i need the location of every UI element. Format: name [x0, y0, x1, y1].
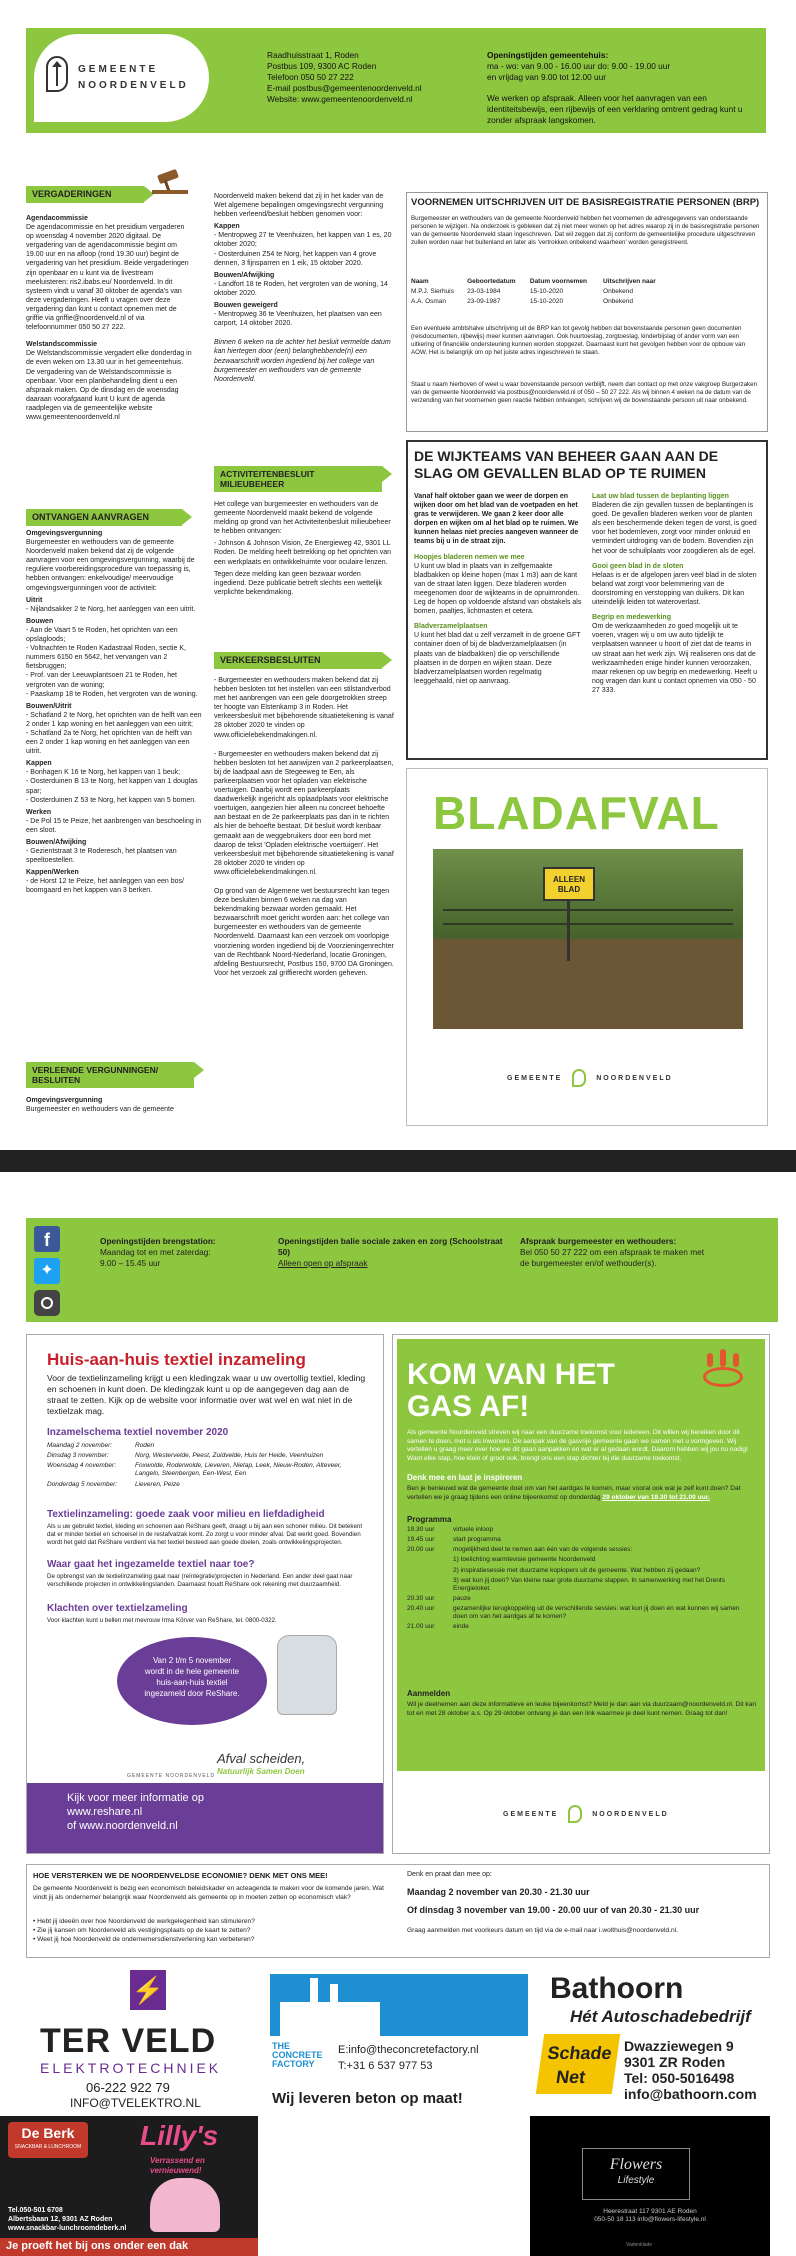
section-vergaderingen: VERGADERINGEN	[26, 186, 144, 203]
brp-title: VOORNEMEN UITSCHRIJVEN UIT DE BASISREGISTRATIE PERSONEN (BRP)	[411, 197, 760, 208]
aanmeld-text: Wil je deelnemen aan deze informatieve en leuke bijeenkomst? Meld je dan aan via duurzaam@noordenveld.nl. Dit kan tot en met 28 oktober a.s. Op 29 oktober ontvang je dan een link waarmee je deel kunt nemen. Graag tot dan!	[407, 1701, 757, 1717]
plaats-text: U kunt het blad dat u zelf verzamelt in de groene GFT container doen of bij de bladverzamelplaatsen (in plaats van de bladbakken) die op verschillende plaatsen in de dorpen en wijken staan. Deze bladverzamelplaatsen worden regelmatig leeggehaald, niet op aanvraag.	[414, 632, 581, 685]
list-item: • Weet jij hoe Noordenveld de ondernemersdienstverlening kan verbeteren?	[33, 1936, 255, 1943]
agenda-heading: Agendacommissie	[26, 215, 88, 222]
bathoorn-tel: Tel: 050-5016498	[624, 2070, 735, 2086]
bladafval-poster	[406, 768, 768, 1126]
table-cell: A.A. Osman	[411, 298, 447, 306]
waar-text: De opbrengst van de textielinzameling gaat naar (reïntegratie)projecten in Nederland. Een ander deel gaat naar verschillende projecten in ontwikkelingslanden. Daarnaast houdt ReShare ook rekening met duurzaamheid.	[47, 1573, 353, 1588]
bathoorn-addr1: Dwazziewegen 9	[624, 2038, 734, 2054]
address-line: E-mail postbus@gemeentenoordenveld.nl	[267, 83, 422, 93]
table-row	[407, 1545, 757, 1555]
flowers-name2: Lifestyle	[617, 2175, 655, 2186]
prog-time: 20.40 uur	[407, 1605, 435, 1612]
table-row	[407, 1604, 757, 1622]
mee-date: 29 oktober van 19.30 tot 21.00 uur.	[602, 1493, 710, 1501]
list-item: - De Pol 15 te Peize, het aanbrengen van beschoeling in een sloot.	[26, 817, 202, 834]
th-uitschrijven: Uitschrijven naar	[603, 278, 656, 285]
footer-code: Vadenklade	[626, 2242, 653, 2248]
brp-contact: Staat u naam hierboven of weet u waar bovenstaande persoon verblijft, neem dan contact op met onze vakgroep Burgerzaken van de gemeente Noordenveld via postbus@noordenveld.nl of 050 – 50 27 222. Als wij binnen 4 weken na de datum van de verzending van het voornemen geen reactie hebben ontvangen, schrijven wij de bovenstaande persoon uit naar onbekend.	[411, 381, 758, 405]
deberk-logo	[8, 2122, 88, 2158]
col2-intro: Noordenveld maken bekend dat zij in het kader van de Wet algemene bepalingen omgevingsrecht vergunning hebben verleend/besluit hebben genomen voor:	[214, 193, 384, 219]
hulp-heading: Begrip en medewerking	[592, 614, 671, 622]
balie-link[interactable]: Alleen open op afspraak	[278, 1258, 368, 1268]
clothing-bag-icon	[277, 1635, 337, 1715]
flowers-addr: Heerestraat 117 9301 AE Roden	[603, 2208, 697, 2215]
bullet-text: Hebt jij ideeën over hoe Noordenveld de werkgelegenheid kan stimuleren?	[37, 1918, 255, 1925]
alleen-blad-sign: ALLEEN BLAD	[543, 867, 595, 901]
concrete-brand1: THE	[272, 2041, 290, 2051]
economie-box	[26, 1864, 770, 1958]
gas-intro: Als gemeente Noordenveld streven wij naar een duurzame toekomst voor iedereen. Dit willen wij bereiken door dit samen te doen, met u als inwoners. De aanpak van de gasvrije gemeente gaan we samen met u vormgeven. Wij vertellen u graag meer over hoe we dit gaan aanpakken en wat er al gedaan wordt. Daarom hebben wij jou nu nodig! Want elke stap, hoe klein of groot ook, brengt ons een stap dichter bij die duurzame toekomst.	[407, 1429, 748, 1462]
uitrit-heading: Uitrit	[26, 596, 43, 604]
terveld-phone: 06-222 922 79	[86, 2080, 170, 2095]
bullet-text: Zie jij kansen om Noordenveld als vestigingsplaats op de kaart te zetten?	[37, 1927, 251, 1934]
prog-time: 21.00 uur	[407, 1623, 435, 1631]
list-item: • Hebt jij ideeën over hoe Noordenveld de werkgelegenheid kan stimuleren?	[33, 1918, 255, 1925]
blad-col-left	[414, 492, 582, 752]
list-item: - Schatland 2a te Norg, het oprichten van de helft van een 2 onder 1 kap woning en het aanleggen van een uitrit.	[26, 729, 192, 756]
tuin-heading: Laat uw blad tussen de beplanting liggen	[592, 493, 729, 500]
list-item: - Mentropweg 27 te Veenhuizen, het kappen van 1 es, 20 oktober 2020;	[214, 232, 392, 249]
prog-item: start programma	[453, 1536, 501, 1544]
schema-day: Woensdag 4 november:	[47, 1462, 117, 1470]
table-row	[407, 1535, 757, 1545]
terveld-email: INFO@TVELEKTRO.NL	[70, 2096, 201, 2110]
plaats-heading: Bladverzamelplaatsen	[414, 623, 488, 631]
deberk-addr: Albertsbaan 12, 9301 AZ Roden	[8, 2216, 113, 2223]
economie-date2: Of dinsdag 3 november van 19.00 - 20.00 uur of van 20.30 - 21.30 uur	[407, 1905, 700, 1915]
gas-logo	[503, 1805, 669, 1823]
economie-date1: Maandag 2 november van 20.30 - 21.30 uur	[407, 1887, 590, 1897]
table-row	[407, 1555, 757, 1565]
table-row	[411, 297, 671, 307]
flowers-contact	[570, 2208, 730, 2224]
brengstation-line: 9.00 – 15.45 uur	[100, 1258, 161, 1268]
programma-heading: Programma	[407, 1515, 452, 1524]
verkeer-p1: - Burgemeester en wethouders maken bekend dat zij hebben besloten tot het instellen van een stilstandverbod met het aanbrengen van een gele doorgetrokken streep ter hoogte van Elstenkamp 3 in Roden. Het verkeersbesluit met bijbehorende situatietekening is vanaf 28 oktober 2020 te vinden op www.officielebekendmakingen.nl.	[214, 677, 394, 739]
afval-slogan2: Natuurlijk Samen Doen	[217, 1767, 305, 1776]
brengstation-title: Openingstijden brengstation:	[100, 1236, 216, 1246]
prog-item: 1) toelichting warmtevisie gemeente Noordenveld	[453, 1556, 596, 1564]
page-separator	[0, 1150, 796, 1172]
facebook-icon[interactable]: f	[34, 1226, 60, 1252]
welstand-text: De Welstandscommissie vergadert elke donderdag in de even weken om 13.30 uur in het gemeentehuis. De vergadering van de Welstandscommissie is openbaar. Voor een planbehandeling dient u een afspraak maken. Op de dinsdag en de woensdag daaraan voorafgaand kunt U kunt de agenda raadplegen via de gemeentelijke website www.gemeentenoordenveld.nl	[26, 350, 192, 421]
address-line: Telefoon 050 50 27 222	[267, 72, 354, 82]
agenda-text: De agendacommissie en het presidium vergaderen op woensdag 4 november 2020 digitaal. De vergadering van de agendacommissie begint om 19.00 uur en na afloop (rond 19.30 uur) begint de vergadering van het presidium. Beide vergaderingen zijn openbaar en u kunt via de livestream meeluisteren: ris2.ibabs.eu/ Noordenveld. In dit systeem vindt u vanaf 30 oktober de agenda's van deze vergaderingen. Heeft u vragen over deze vergadering dan kunt u contact opnemen met de griffie via griffie@noordenveld.nl of via telefoonnummer 050 50 27 222.	[26, 224, 189, 332]
schema-day: Donderdag 5 november:	[47, 1480, 118, 1488]
prog-item: 3) wat kun jij doen? Van kleine naar grote duurzame stappen. In samenwerking met het Drents Energieloket.	[453, 1576, 725, 1592]
lillys-name: Lilly's	[140, 2120, 219, 2151]
table-row	[407, 1525, 757, 1535]
ad-terveld	[26, 1968, 270, 2116]
prog-item: 2) inspiratiesessie met duurzame koplopers uit de gemeente. Wat hebben zij gedaan?	[453, 1566, 701, 1574]
kappen-heading: Kappen	[26, 760, 52, 768]
table-header	[411, 277, 671, 287]
bubble-line: Van 2 t/m 5 november	[152, 1656, 232, 1665]
logo-line1: GEMEENTE	[78, 64, 159, 75]
gas-logo-icon	[568, 1805, 582, 1823]
address-line: Postbus 109, 9300 AC Roden	[267, 61, 377, 71]
activ-note: Tegen deze melding kan geen bezwaar worden ingediend. Deze publicatie betreft slechts een wettelijk verplichte bekendmaking.	[214, 570, 383, 596]
bak-text: U kunt uw blad in plaats van in zelfgemaakte bladbakken op kleine hopen (max 1 m3) aan de kant van de straat laten liggen. Deze bladeren worden meegenomen door de wijkteams in de opruimronden. Leg de hopen op voldoende afstand van obstakels als bomen, paaltjes, lichtmasten et cetera.	[414, 562, 582, 616]
list-item: - Oosterduinen Z 53 te Norg, het kappen van 5 bomen.	[26, 796, 197, 804]
address-line: Website: www.gemeentenoordenveld.nl	[267, 94, 413, 104]
bouwen-heading: Bouwen	[26, 617, 54, 625]
aanmeld-heading: Aanmelden	[407, 1689, 451, 1698]
table-row	[47, 1441, 367, 1451]
th-naam: Naam	[411, 278, 429, 285]
bathoorn-sub: Hét Autoschadebedrijf	[570, 2007, 751, 2026]
terveld-name: TER VELD	[40, 2022, 217, 2060]
table-row	[47, 1480, 367, 1490]
concrete-brand3: FACTORY	[272, 2059, 315, 2069]
afspraak-line: de burgemeester en/of wethouder(s).	[520, 1258, 657, 1268]
factory-graphic	[270, 1974, 528, 2036]
deberk-name: De Berk	[21, 2125, 75, 2141]
table-row	[47, 1451, 367, 1461]
flowers-tel: 050-50 18 113 info@flowers-lifestyle.nl	[594, 2216, 706, 2223]
ad-flowers	[530, 2116, 770, 2256]
lightning-icon: ⚡	[130, 1970, 166, 2010]
table-row	[411, 287, 671, 297]
sloot-text: Helaas is er de afgelopen jaren veel blad in de sloten beland wat zorgt voor belemmering van de doorstroming en verstopping van duikers. Dit kan uiteindelijk leiden tot wateroverlast.	[592, 571, 757, 607]
list-item: - Gezientstraat 3 te Roderesch, het plaatsen van speeltoestellen.	[26, 848, 177, 865]
section-verkeer: VERKEERSBESLUITEN	[214, 652, 382, 669]
afspraak-line: Bel 050 50 27 222 om een afspraak te maken met	[520, 1247, 705, 1257]
waar-title: Waar gaat het ingezamelde textiel naar toe?	[47, 1559, 255, 1570]
goed-text: Als u uw gebruikt textiel, kleding en schoenen aan ReShare geeft, draagt u bij aan een schoner milieu. Dit betekent dat er minder textiel en schoeisel in de restafvalzak komt. Zo zorgt u voor minder afval. Dat werkt goed. Bovendien wordt het geld dat ReShare verdient via het textiel besteed aan goede doelen, zoals ontwikkelingsprojecten.	[47, 1523, 363, 1546]
goed-title: Textielinzameling: goede zaak voor milieu en liefdadigheid	[47, 1509, 325, 1520]
deberk-banner: Je proeft het bij ons onder een dak	[0, 2238, 258, 2256]
ad-deberk	[0, 2116, 258, 2256]
col2-bezwaar: Binnen 6 weken na de achter het besluit vermelde datum kan hiertegen door (een) belanghebbende(n) een bezwaarschrift worden ingediend bij het college van burgemeester en wethouders van de gemeente Noordenveld.	[214, 339, 391, 383]
prog-item: mogelijkheid deel te nemen aan één van de volgende sessies:	[453, 1546, 633, 1554]
prog-time: 19.45 uur	[407, 1536, 435, 1544]
list-item: - Bonhagen K 16 te Norg, het kappen van 1 beuk;	[26, 769, 181, 777]
gas-title: KOM VAN HET GAS AF!	[407, 1358, 615, 1423]
economie-text: De gemeente Noordenveld is bezig een economisch beleidskader en acteagenda te maken voor de komende jaren. Wat vindt jij als ondernemer belangrijk waar Noordenveld als gemeente op in moeten zetten op economisch vlak?	[33, 1885, 384, 1901]
economie-bullets	[33, 1917, 393, 1944]
concrete-tel: T:+31 6 537 977 53	[338, 2060, 433, 2072]
bathoorn-contact	[624, 2038, 757, 2102]
textiel-title: Huis-aan-huis textiel inzameling	[47, 1350, 306, 1369]
table-cell: 23-09-1987	[467, 298, 501, 306]
verleende-heading: Omgevingsvergunning	[26, 1097, 103, 1104]
activ-item: - Johnson & Johnson Vision, Ze Energieweg 42, 9301 LL Roden. De melding heeft betrekking op het oprichten van een werkplaats en ontwikkelruimte voor oculaire lenzen.	[214, 540, 392, 566]
appointment-note: We werken op afspraak. Alleen voor het aanvragen van een identiteitsbewijs, een rijbewijs of een verklaring omtrent gedrag kunt u zonder afspraak langskomen.	[487, 93, 743, 125]
werken-heading: Werken	[26, 808, 52, 816]
tuin-text: Bladeren die zijn gevallen tussen de beplantingen is goed. De gevallen bladeren werken voor de planten als een beschermende deken tegen de vorst, is goed voor het bodemleven, zorgt voor minder onkruid en vermindert uitdroging van de bodem. Bovendien zijn het voor de schuilplaats voor zoogdieren als de egel.	[592, 502, 757, 555]
schema-places: Foxwolde, Roderwolde, Lieveren, Nietap, Leek, Nieuw-Roden, Alteveer, Langelo, Steenbergen, Een-West, Een	[135, 1462, 342, 1478]
gas-logo-line2: NOORDENVELD	[592, 1810, 669, 1818]
bubble-line: wordt in de hele gemeente	[144, 1667, 240, 1676]
prog-time	[407, 1576, 453, 1594]
prog-time	[407, 1555, 453, 1565]
list-item: - Nijlandsakker 2 te Norg, het aanleggen van een uitrit.	[26, 605, 196, 613]
prog-item: pauze	[453, 1594, 471, 1602]
hulp-text: Om de werkzaamheden zo goed mogelijk uit te voeren, vragen wij u om uw auto tijdelijk te verplaatsen wanneer u hoort of ziet dat de teams in uw straat aan het werk zijn. Wij realiseren ons dat de werkzaamheden enige hinder kunnen veroorzaken, maar rekenen op uw begrip en medewerking. Heeft u nog vragen dan kunt u contact opnemen via 050 - 50 27 333.	[592, 623, 757, 694]
table-cell: Onbekend	[603, 288, 634, 296]
brp-box	[406, 192, 768, 432]
schema-day: Maandag 2 november:	[47, 1442, 113, 1449]
prog-item: virtuele inloop	[453, 1526, 494, 1533]
textiel-logo-line1: GEMEENTE	[127, 1773, 164, 1779]
section-aanvragen: ONTVANGEN AANVRAGEN	[26, 509, 182, 526]
col2-text-b	[214, 500, 394, 645]
bathoorn-addr2: 9301 ZR Roden	[624, 2054, 726, 2070]
concrete-slogan: Wij leveren beton op maat!	[272, 2090, 463, 2107]
deberk-web: www.snackbar-lunchroomdeberk.nl	[8, 2225, 127, 2232]
list-item: - Landfort 18 te Roden, het vergroten van de woning, 14 oktober 2020.	[214, 280, 388, 297]
bouwen-afw-heading: Bouwen/Afwijking	[26, 839, 87, 846]
economie-title: HOE VERSTERKEN WE DE NOORDENVELDSE ECONOMIE? DENK MET ONS MEE!	[33, 1871, 328, 1880]
textiel-footer	[27, 1783, 384, 1854]
concrete-brand	[272, 2042, 323, 2069]
bathoorn-email[interactable]: info@bathoorn.com	[624, 2086, 757, 2102]
table-cell: 23-03-1984	[467, 288, 501, 296]
list-item: - Aan de Vaart 5 te Roden, het oprichten van een opslagloods;	[26, 626, 178, 644]
col2-bouwen-afw-heading: Bouwen/Afwijking	[214, 271, 275, 279]
table-row	[47, 1461, 367, 1479]
klacht-title: Klachten over textielzameling	[47, 1603, 188, 1614]
address-line: Raadhuisstraat 1, Roden	[267, 50, 359, 60]
afval-slogan: Afval scheiden,	[217, 1751, 306, 1766]
brp-table	[411, 277, 671, 307]
deberk-contact	[8, 2206, 126, 2233]
list-item: - Oosterduinen B 13 te Norg, het kappen van 1 douglas spar;	[26, 778, 198, 795]
bubble-line: ingezameld door ReShare.	[144, 1689, 240, 1698]
textiel-intro: Voor de textielinzameling krijgt u een kledingzak waar u uw overtollig textiel, kleding en schoenen in kunt doen. De kledingzak kunt u op de aangegeven dag aan de straat te zetten. Kijk op de website voor informatie over wat wel en wat niet in de textielzak mag.	[47, 1373, 366, 1416]
table-cell: 15-10-2020	[529, 288, 564, 296]
table-row	[407, 1594, 757, 1604]
poster-logo-line1: GEMEENTE	[507, 1074, 563, 1082]
verkeer-p3: Op grond van de Algemene wet bestuursrecht kan tegen deze besluiten binnen 6 weken na dag van bekendmaking bezwaar worden gemaakt. Het bezwaarschrift moet gericht worden aan: het college van burgemeester en wethouders van de gemeente Noordenveld. Daarnaast kan een verzoek om voorlopige voorziening worden ingediend bij de Voorzieningenrechter van de Rechtbank Noord-Nederland, locatie Groningen, afdeling Bestuursrecht, Postbus 150, 9700 DA Groningen. Voor het verzoek zal griffierecht worden geheven.	[214, 887, 394, 977]
poster-logo-icon	[572, 1069, 586, 1087]
blad-intro: Vanaf half oktober gaan we weer de dorpen en wijken door om het blad van de voetpaden en het gras te verwijderen. We gaan 2 keer door alle dorpen en wijken om al het blad op te ruimen. We kunnen helaas niet precies aangeven wanneer de teams bij u in de straat zijn.	[414, 493, 579, 546]
klacht-text: Voor klachten kunt u bellen met mevrouw Irma Körver van ReShare, tel. 0800-0322.	[47, 1617, 277, 1624]
deberk-tel: Tel.050-501 6708	[8, 2207, 63, 2214]
leaf-photo	[433, 849, 743, 1029]
table-row	[407, 1576, 757, 1594]
lillys-tag: Verrassend en vernieuwend!	[150, 2156, 205, 2175]
col2-text-a	[214, 192, 394, 462]
flame-icon	[693, 1347, 753, 1387]
schadenet-logo	[536, 2034, 620, 2094]
blad-box	[406, 440, 768, 760]
balie-title: Openingstijden balie sociale zaken en zorg (Schoolstraat 50)	[278, 1236, 503, 1257]
blad-title: DE WIJKTEAMS VAN BEHEER GAAN AAN DE SLAG OM GEVALLEN BLAD OP TE RUIMEN	[414, 448, 719, 481]
instagram-icon[interactable]	[34, 1290, 60, 1316]
textiel-box	[26, 1334, 384, 1854]
mee-heading: Denk mee en laat je inspireren	[407, 1473, 523, 1482]
hours-title: Openingstijden gemeentehuis:	[487, 50, 609, 60]
reshare-bubble	[117, 1637, 267, 1725]
vergaderingen-text	[26, 214, 192, 496]
contact-address	[267, 50, 422, 105]
section-verleende: VERLEENDE VERGUNNINGEN/ BESLUITEN	[26, 1062, 194, 1088]
list-item: - Prof. van der Leeuwplantsoen 21 te Roden, het vergroten van de woning;	[26, 672, 177, 689]
schema-places: Norg, Westervelde, Peest, Zuidvelde, Huis ter Heide, Veenhuizen	[135, 1452, 324, 1460]
afspraak-title: Afspraak burgemeester en wethouders:	[520, 1236, 677, 1246]
aanvragen-text	[26, 529, 204, 1051]
th-geboorte: Geboortedatum	[467, 278, 516, 285]
list-item: - Schatland 2 te Norg, het oprichten van de helft van een 2 onder 1 kap woning en het aanleggen van een uitrit;	[26, 711, 202, 728]
list-item: - Mentropweg 36 te Veenhuizen, het plaatsen van een carport, 14 oktober 2020.	[214, 311, 382, 328]
economie-right-text: Graag aanmelden met voorkeurs datum en tijd via de e-mail naar i.wolthuis@noordenveld.nl.	[407, 1927, 678, 1934]
ad-bathoorn	[540, 1968, 770, 2116]
brengstation-hours	[100, 1236, 250, 1269]
footer-line: www.reshare.nl	[67, 1806, 143, 1818]
footer-line: Kijk voor meer informatie op	[67, 1792, 204, 1804]
bubble-line: huis-aan-huis textiel	[156, 1678, 228, 1687]
table-cell: Onbekend	[603, 298, 634, 306]
terveld-sub: ELEKTROTECHNIEK	[40, 2060, 222, 2076]
prog-item: gezamenlijke terugkoppeling uit de verschillende sessies: wat kun jij doen en wat kunnen wij samen doen om van het aardgas af te komen?	[453, 1605, 740, 1621]
table-row	[407, 1566, 757, 1576]
prog-time: 20.30 uur	[407, 1594, 435, 1602]
table-cell: 15-10-2020	[529, 298, 564, 306]
brp-intro: Burgemeester en wethouders van de gemeente Noordenveld hebben het voornemen de adresgegevens van onderstaande personen te wijzigen. Na onderzoek is gebleken dat zij niet meer wonen op het adres waarop zij in de basisregistratie personen van de gemeente Noordenveld staan ingeschreven. Dat wil zeggen dat zij conform de gemeentelijke procedure uitgeschreven zullen worden naar het buitenland en later als 'vertrokken onbekend waarheen' worden geregistreerd.	[411, 215, 760, 247]
omg-text: Burgemeester en wethouders van de gemeente Noordenveld maken bekend dat zij de volgende aanvragen voor een omgevingsvergunning, waarbij de reguliere voorbereidingsprocedure van toepassing is, hebben ontvangen: enkelvoudige/ meervoudige omgevingsvergunningen voor de activiteit:	[26, 539, 195, 592]
list-item: - de Horst 12 te Peize, het aanleggen van een bos/ boomgaard en het kappen van 3 berken.	[26, 878, 184, 895]
balie-hours	[278, 1236, 508, 1269]
hours-line: en vrijdag van 9.00 tot 12.00 uur	[487, 72, 607, 82]
concrete-email: E:info@theconcretefactory.nl	[338, 2044, 479, 2056]
schema-title: Inzamelschema textiel november 2020	[47, 1427, 229, 1438]
poster-logo	[507, 1069, 673, 1087]
list-item: - Voltnachten te Roden Kadastraal Roden, sectie K, nummers 6150 en 5642, het vervangen van 2 fietsbruggen;	[26, 645, 186, 671]
opening-hours	[487, 50, 747, 126]
list-item: - Oosterduinen Z54 te Norg, het kappen van 4 grove dennen, 3 fijnsparren en 1 eik, 15 oktober 2020.	[214, 250, 377, 267]
gas-logo-line1: GEMEENTE	[503, 1810, 559, 1818]
table-row	[407, 1622, 757, 1632]
bouwen-uitrit-heading: Bouwen/Uitrit	[26, 702, 72, 710]
poster-logo-line2: NOORDENVELD	[596, 1074, 673, 1082]
prog-time: 20.00 uur	[407, 1546, 435, 1554]
footer-line: of www.noordenveld.nl	[67, 1820, 178, 1832]
activ-paragraph: Het college van burgemeester en wethouders van de gemeente Noordenveld maakt bekend de volgende melding op grond van het Activiteitenbesluit milieubeheer te hebben ontvangen:	[214, 501, 391, 536]
brp-consequences: Een eventuele ambtshalve uitschrijving uit de BRP kan tot gevolg hebben dat bovenstaande personen geen documenten (reisdocumenten, rijbewijs) meer kunnen aanvragen. Ook huurtoeslag, zorgtoeslag, kinderbijslag of ander vorm van een uitkering of financiële ondersteuning kunnen worden stopgezet. Daarnaast kunt het gevolgen hebben voor de opbouw van AOW. Het is belangrijk om op het juiste adres ingeschreven te staan.	[411, 325, 746, 357]
deberk-sub: SNACKBAR & LUNCHROOM	[14, 2144, 82, 2150]
logo-bubble	[34, 34, 209, 122]
mee-text	[407, 1485, 757, 1502]
table-cell: M.P.J. Sierhuis	[411, 288, 454, 296]
schema-places: Roden	[135, 1442, 155, 1449]
flowers-name1: Flowers	[609, 2156, 663, 2173]
schadenet-line2: Net	[554, 2067, 587, 2087]
prog-time	[407, 1566, 453, 1576]
concrete-brand2: CONCRETE	[272, 2050, 323, 2060]
sloot-heading: Gooi geen blad in de sloten	[592, 562, 684, 570]
col2-text-c	[214, 676, 394, 1126]
twitter-icon[interactable]: ✦	[34, 1258, 60, 1284]
th-voornemen: Datum voornemen	[529, 278, 587, 285]
welstand-heading: Welstandscommissie	[26, 341, 98, 349]
list-item: • Zie jij kansen om Noordenveld als vestigingsplaats op de kaart te zetten?	[33, 1927, 251, 1934]
prog-item: einde	[453, 1623, 469, 1631]
logo-icon	[46, 56, 68, 92]
economie-right-heading: Denk en praat dan mee op:	[407, 1871, 492, 1878]
bak-heading: Hoopjes bladeren nemen we mee	[414, 553, 525, 561]
schadenet-line1: Schade	[546, 2043, 613, 2063]
brengstation-line: Maandag tot en met zaterdag:	[100, 1247, 211, 1257]
kappen-werken-heading: Kappen/Werken	[26, 869, 79, 877]
ad-concrete	[268, 1968, 530, 2116]
hours-line: ma - wo: van 9.00 - 16.00 uur do: 9.00 - 19.00 uur	[487, 61, 671, 71]
bathoorn-name: Bathoorn	[550, 1972, 684, 2005]
schema-day: Dinsdag 3 november:	[47, 1452, 109, 1460]
schema-table	[47, 1441, 367, 1490]
textiel-logo-line2: NOORDENVELD	[165, 1773, 216, 1779]
section-activiteiten: ACTIVITEITENBESLUIT MILIEUBEHEER	[214, 466, 382, 492]
col2-kappen-heading: Kappen	[214, 223, 240, 231]
mee-paragraph: Ben je benieuwd wat de gemeente doet om van het aardgas te komen, maar vooral ook wat je zelf kunt doen? Dat vertellen we je graag tijdens een online bijeenkomst op donderdag	[407, 1485, 741, 1501]
textiel-logo	[127, 1773, 215, 1779]
blad-col-right	[592, 492, 760, 752]
list-item: - Paaskamp 18 te Roden, het vergroten van de woning.	[26, 690, 198, 698]
ice-cream-icon	[150, 2178, 220, 2232]
logo-line2: NOORDENVELD	[78, 80, 189, 91]
col2-geweigerd-heading: Bouwen geweigerd	[214, 302, 278, 310]
flowers-logo	[582, 2148, 690, 2200]
verkeer-p2: - Burgemeester en wethouders maken bekend dat zij hebben besloten tot het aanwijzen van 2 parkeerplaatsen, bij de laadpaal aan de Stegeeweg te Een, als parkeerplaatsen voor het opladen van elektrische voertuigen. Daarbij wordt een parkeerplaats daadwerkelijk ingericht als oplaadplaats voor elektrische voertuigen, aangezien hier alleen nu concreet behoefte aan bestaat en de 2e parkeerplaats pas dan in te richten als hier de behoefte bestaat. Dit besluit wordt kenbaar gemaakt aan de weggebruikers door een bord met daarop de tekst 'Opladen elektrische voertuigen'. Het verkeersbesluit met bijbehorende situatietekening is vanaf 28 oktober 2020 te vinden op www.officielebekendmakingen.nl.	[214, 750, 394, 876]
afspraak-bw	[520, 1236, 760, 1269]
bullet-text: Weet jij hoe Noordenveld de ondernemersdienstverlening kan verbeteren?	[37, 1936, 255, 1943]
verleende-paragraph: Burgemeester en wethouders van de gemeente	[26, 1106, 174, 1114]
verleende-text	[26, 1096, 204, 1126]
programma-table	[407, 1525, 757, 1632]
poster-title: BLADAFVAL	[433, 787, 720, 839]
schema-places: Lieveren, Peize	[135, 1480, 180, 1488]
page2-header	[26, 1218, 778, 1322]
gas-box	[392, 1334, 770, 1854]
omg-heading: Omgevingsvergunning	[26, 530, 103, 537]
gavel-icon	[152, 170, 192, 194]
prog-time: 19.30 uur	[407, 1526, 435, 1533]
